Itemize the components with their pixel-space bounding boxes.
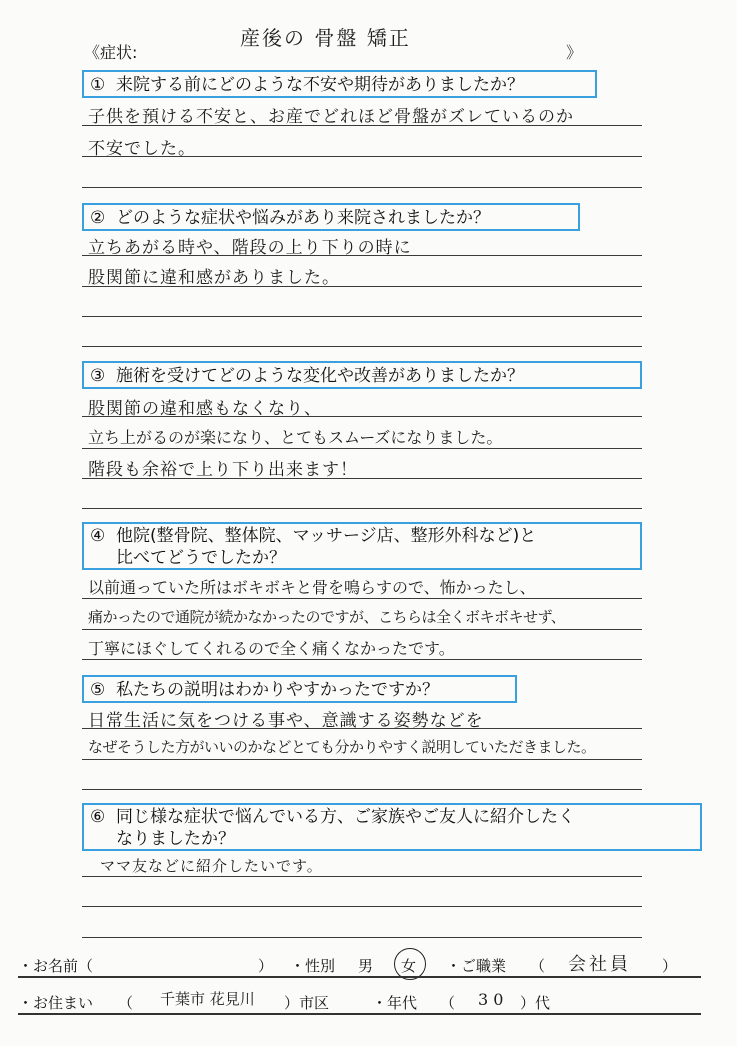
- answer-rule: [82, 125, 642, 126]
- answer-rule: [82, 416, 642, 417]
- answer-rule: [82, 789, 642, 790]
- question-6-number: ⑥: [90, 807, 106, 827]
- question-4-number: ④: [90, 526, 106, 546]
- footer-rule: [18, 1013, 701, 1015]
- answer-rule: [82, 906, 642, 907]
- question-2-text: どのような症状や悩みがあり来院されましたか？: [116, 208, 490, 228]
- address-suffix: ）市区: [284, 994, 330, 1012]
- answer-rule: [82, 728, 642, 729]
- answer-5-line-1: 日常生活に気をつける事や、意識する姿勢などを: [88, 711, 484, 731]
- job-label: ・ご職業: [446, 957, 507, 975]
- answer-3-line-1: 股関節の違和感もなくなり、: [88, 399, 322, 419]
- answer-1-line-2: 不安でした。: [88, 139, 196, 159]
- answer-3-line-2: 立ち上がるのが楽になり、とてもスムーズになりました。: [88, 428, 503, 447]
- answer-rule: [82, 156, 642, 157]
- question-1-text: 来院する前にどのような不安や期待がありましたか？: [116, 75, 524, 95]
- job-close: ）: [662, 957, 678, 975]
- job-value: 会社員: [568, 954, 631, 975]
- question-2-box: [82, 203, 580, 231]
- answer-3-line-3: 階段も余裕で上り下り出来ます！: [88, 460, 358, 480]
- footer-rule: [18, 976, 701, 978]
- question-5-text: 私たちの説明はわかりやすかったですか？: [116, 680, 439, 700]
- answer-rule: [82, 598, 642, 599]
- question-6-text-2: なりましたか？: [116, 829, 235, 849]
- address-open: （: [118, 994, 134, 1012]
- answer-1-line-1: 子供を預ける不安と、お産でどれほど骨盤がズレているのか: [88, 107, 574, 127]
- question-1-number: ①: [90, 75, 106, 95]
- answer-rule: [82, 508, 642, 509]
- age-suffix: ）代: [520, 994, 551, 1012]
- question-4-text-1: 他院(整骨院、整体院、マッサージ店、整形外科など)と: [116, 526, 537, 546]
- gender-female: 女: [401, 957, 417, 975]
- answer-rule: [82, 286, 642, 287]
- answer-rule: [82, 187, 642, 188]
- question-3-box: [82, 361, 642, 389]
- name-close: ）: [258, 957, 274, 975]
- answer-rule: [82, 346, 642, 347]
- symptom-close: 》: [566, 43, 583, 62]
- question-6-text-1: 同じ様な症状で悩んでいる方、ご家族やご友人に紹介したく: [116, 807, 575, 827]
- question-3-number: ③: [90, 366, 106, 386]
- question-1-box: [82, 70, 597, 98]
- answer-rule: [82, 448, 642, 449]
- answer-4-line-2: 痛かったので通院が続かなかったのですが、こちらは全くボキボキせず、: [88, 608, 566, 626]
- answer-4-line-1: 以前通っていた所はボキボキと骨を鳴らすので、怖かったし、: [88, 578, 536, 597]
- question-4-box: [82, 522, 642, 570]
- question-5-number: ⑤: [90, 680, 106, 700]
- answer-6-line-1: ママ友などに紹介したいです。: [100, 857, 323, 875]
- answer-5-line-2: なぜそうした方がいいのかなどとても分かりやすく説明していただきました。: [88, 738, 596, 756]
- answer-4-line-3: 丁寧にほぐしてくれるので全く痛くなかったです。: [88, 639, 455, 658]
- job-open: （: [530, 957, 546, 975]
- symptom-value: 産後の 骨盤 矯正: [240, 26, 411, 50]
- age-open: （: [440, 994, 456, 1012]
- answer-rule: [82, 659, 642, 660]
- answer-rule: [82, 629, 642, 630]
- answer-rule: [82, 478, 642, 479]
- answer-rule: [82, 316, 642, 317]
- question-2-number: ②: [90, 208, 106, 228]
- symptom-label: 《症状:: [84, 43, 138, 62]
- question-4-text-2: 比べてどうでしたか？: [116, 548, 286, 568]
- address-value: 千葉市 花見川: [160, 990, 255, 1008]
- answer-2-line-2: 股関節に違和感がありました。: [88, 268, 340, 288]
- answer-rule: [82, 255, 642, 256]
- gender-label: ・性別: [290, 957, 336, 975]
- age-label: ・年代: [372, 994, 418, 1012]
- answer-2-line-1: 立ちあがる時や、階段の上り下りの時に: [88, 238, 412, 258]
- question-3-text: 施術を受けてどのような変化や改善がありましたか？: [116, 366, 524, 386]
- answer-rule: [82, 937, 642, 938]
- age-value: 3 0: [478, 990, 504, 1009]
- name-label: ・お名前（: [18, 957, 94, 975]
- answer-rule: [82, 759, 642, 760]
- question-6-box: [82, 803, 702, 851]
- gender-male: 男: [358, 957, 374, 975]
- question-5-box: [82, 675, 517, 703]
- address-label: ・お住まい: [18, 994, 94, 1012]
- answer-rule: [82, 876, 642, 877]
